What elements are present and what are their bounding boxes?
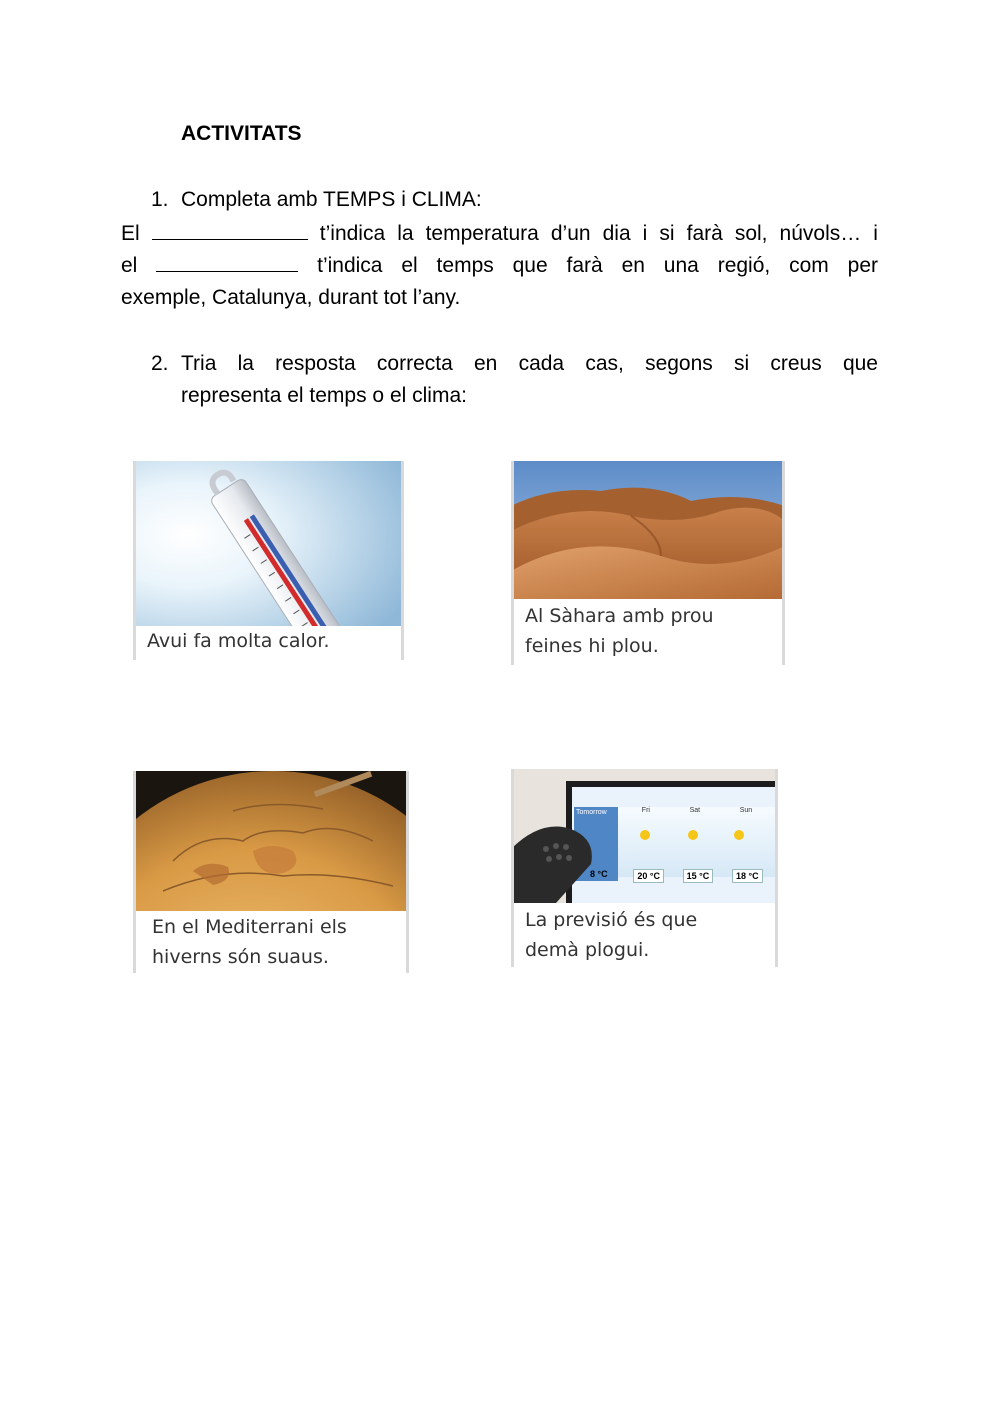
forecast-day: Sun xyxy=(739,807,753,814)
question-1-number: 1. xyxy=(151,188,169,211)
sun-icon xyxy=(640,830,650,840)
card-4-caption xyxy=(511,903,778,967)
forecast-tab-label: Tomorrow xyxy=(576,809,607,816)
card-tv-forecast[interactable] xyxy=(511,769,778,967)
tv-forecast-image xyxy=(511,769,778,903)
remote-control-icon xyxy=(511,819,601,903)
card-3-caption-line-1: En el Mediterrani els xyxy=(152,916,347,938)
forecast-day: Fri xyxy=(641,807,650,814)
question-1-prompt: Completa amb TEMPS i CLIMA: xyxy=(181,188,482,211)
forecast-days xyxy=(622,807,772,814)
line-2-start: el xyxy=(121,254,138,277)
card-3-caption-line-2: hiverns són suaus. xyxy=(152,946,329,968)
question-2-number: 2. xyxy=(151,352,169,375)
page-title: ACTIVITATS xyxy=(181,122,302,145)
card-2-caption-line-2: feines hi plou. xyxy=(525,635,659,657)
question-2-line-1: Tria la resposta correcta en cada cas, segons si creus que xyxy=(181,352,878,375)
forecast-temp: 18 °C xyxy=(732,869,763,883)
sun-icon xyxy=(734,830,744,840)
card-globe[interactable] xyxy=(133,771,409,973)
card-2-caption xyxy=(511,599,785,665)
question-1-line-2 xyxy=(121,250,878,282)
thermometer-image xyxy=(133,461,404,626)
card-1-caption: Avui fa molta calor. xyxy=(133,626,404,660)
card-edge xyxy=(406,771,409,973)
card-edge xyxy=(782,461,785,665)
question-2-line-2: representa el temps o el clima: xyxy=(181,384,467,407)
card-2-caption-line-1: Al Sàhara amb prou xyxy=(525,605,714,627)
card-4-caption-line-2: demà plogui. xyxy=(525,939,650,961)
question-1-line-3: exemple, Catalunya, durant tot l’any. xyxy=(121,286,461,309)
card-4-caption-line-1: La previsió és que xyxy=(525,909,698,931)
card-3-caption xyxy=(133,911,409,973)
forecast-temp: 15 °C xyxy=(683,869,714,883)
card-desert[interactable] xyxy=(511,461,785,665)
forecast-temp: 20 °C xyxy=(633,869,664,883)
card-edge xyxy=(511,461,514,665)
line-2-end: t’indica el temps que farà en una regió, com per xyxy=(317,254,878,277)
line-1-start: El xyxy=(121,222,140,245)
tv-screen xyxy=(572,787,778,903)
card-edge xyxy=(401,461,404,660)
forecast-left-temp: 8 °C xyxy=(590,869,608,879)
answer-blank-1[interactable] xyxy=(152,219,308,240)
card-edge xyxy=(133,771,136,973)
card-edge xyxy=(511,769,514,967)
line-1-end: t’indica la temperatura d’un dia i si farà sol, núvols… i xyxy=(319,222,878,245)
card-thermometer[interactable] xyxy=(133,461,404,660)
forecast-day: Sat xyxy=(689,807,701,814)
forecast-temps xyxy=(624,869,772,883)
card-edge xyxy=(775,769,778,967)
sun-icon xyxy=(688,830,698,840)
answer-blank-2[interactable] xyxy=(156,251,298,272)
desert-dunes-image xyxy=(511,461,785,599)
question-1-line-1 xyxy=(121,218,878,250)
globe-image xyxy=(133,771,409,911)
card-edge xyxy=(133,461,136,660)
